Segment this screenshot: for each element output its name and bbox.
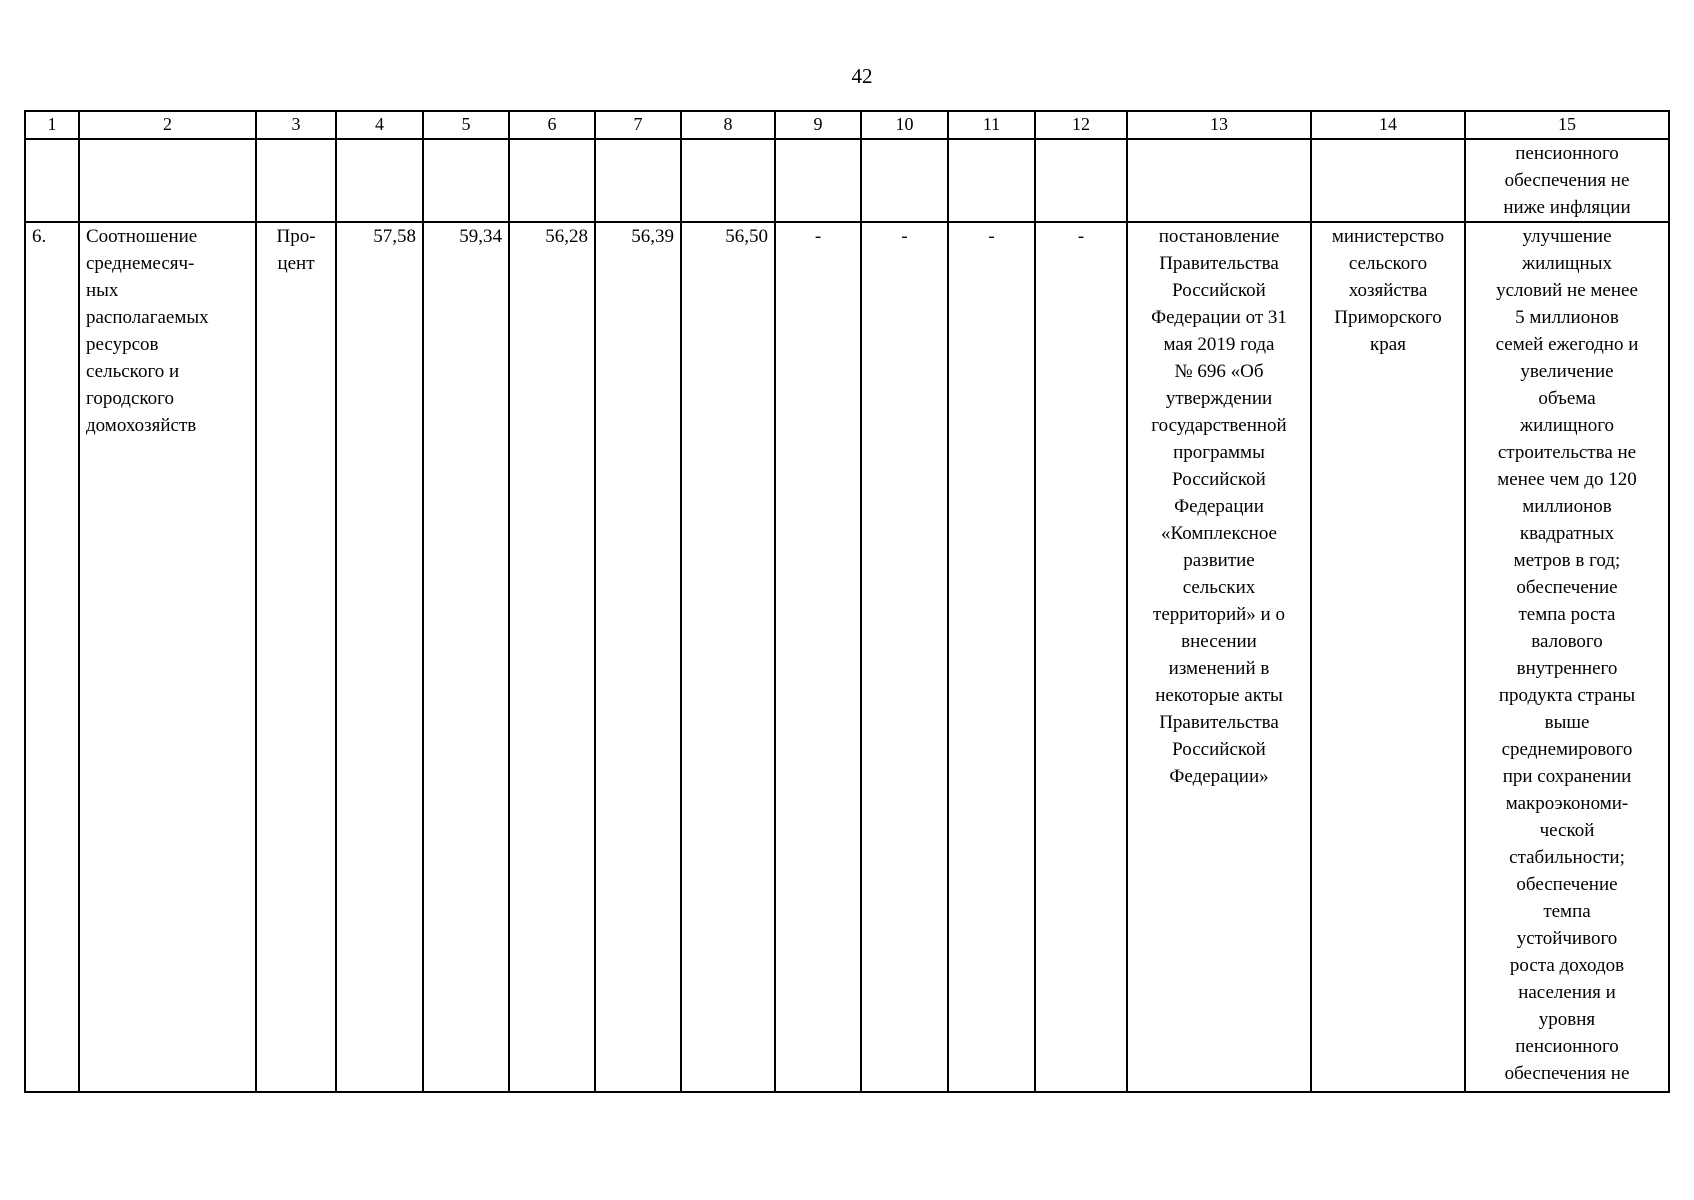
value-cell-5: 59,34 xyxy=(423,222,509,1092)
column-number: 1 xyxy=(25,111,79,139)
column-number: 6 xyxy=(509,111,595,139)
value-cell-4: 57,58 xyxy=(336,222,423,1092)
value-cell-7: 56,39 xyxy=(595,222,681,1092)
table-cell xyxy=(423,139,509,222)
column-number: 3 xyxy=(256,111,336,139)
column-number: 10 xyxy=(861,111,948,139)
goal-continuation-cell: пенсионного обеспечения не ниже инфляции xyxy=(1465,139,1669,222)
column-number: 8 xyxy=(681,111,775,139)
column-number: 11 xyxy=(948,111,1035,139)
table-cell xyxy=(1311,139,1465,222)
page-number: 42 xyxy=(851,64,873,88)
table-cell xyxy=(775,139,861,222)
value-cell-8: 56,50 xyxy=(681,222,775,1092)
value-cell-12: - xyxy=(1035,222,1127,1092)
table-cell xyxy=(79,139,256,222)
column-number: 15 xyxy=(1465,111,1669,139)
table-cell xyxy=(25,139,79,222)
table-cell xyxy=(595,139,681,222)
table-cell xyxy=(256,139,336,222)
value-cell-10: - xyxy=(861,222,948,1092)
column-number-row xyxy=(25,111,1669,139)
responsible-cell: министерство сельского хозяйства Приморского края xyxy=(1311,222,1465,1092)
value-cell-6: 56,28 xyxy=(509,222,595,1092)
table-cell xyxy=(948,139,1035,222)
goal-cell: улучшение жилищных условий не менее 5 миллионов семей ежегодно и увеличение объема жилищного строительства не менее чем до 120 миллионов квадратных метров в год; обеспечение темпа роста валового внутреннего продукта страны выше среднемирового при сохранении макроэкономи- ческой стабильности; обеспечение темпа устойчивого роста доходов населения и уровня пенсионного обеспечения не xyxy=(1465,222,1669,1092)
table-cell xyxy=(1127,139,1311,222)
table-cell xyxy=(861,139,948,222)
value-cell-11: - xyxy=(948,222,1035,1092)
indicators-table xyxy=(24,110,1670,1093)
table-row xyxy=(25,222,1669,1092)
document-cell: постановление Правительства Российской Федерации от 31 мая 2019 года № 696 «Об утверждении государственной программы Российской Федерации «Комплексное развитие сельских территорий» и о внесении изменений в некоторые акты Правительства Российской Федерации» xyxy=(1127,222,1311,1092)
row-number-cell: 6. xyxy=(25,222,79,1092)
column-number: 12 xyxy=(1035,111,1127,139)
column-number: 4 xyxy=(336,111,423,139)
column-number: 14 xyxy=(1311,111,1465,139)
continuation-row xyxy=(25,139,1669,222)
table-cell xyxy=(509,139,595,222)
indicator-name-cell: Соотношение среднемесяч- ных располагаемых ресурсов сельского и городского домохозяйств xyxy=(79,222,256,1092)
unit-cell: Про- цент xyxy=(256,222,336,1092)
table-cell xyxy=(336,139,423,222)
value-cell-9: - xyxy=(775,222,861,1092)
column-number: 7 xyxy=(595,111,681,139)
column-number: 13 xyxy=(1127,111,1311,139)
column-number: 5 xyxy=(423,111,509,139)
table-cell xyxy=(1035,139,1127,222)
column-number: 9 xyxy=(775,111,861,139)
table-cell xyxy=(681,139,775,222)
column-number: 2 xyxy=(79,111,256,139)
